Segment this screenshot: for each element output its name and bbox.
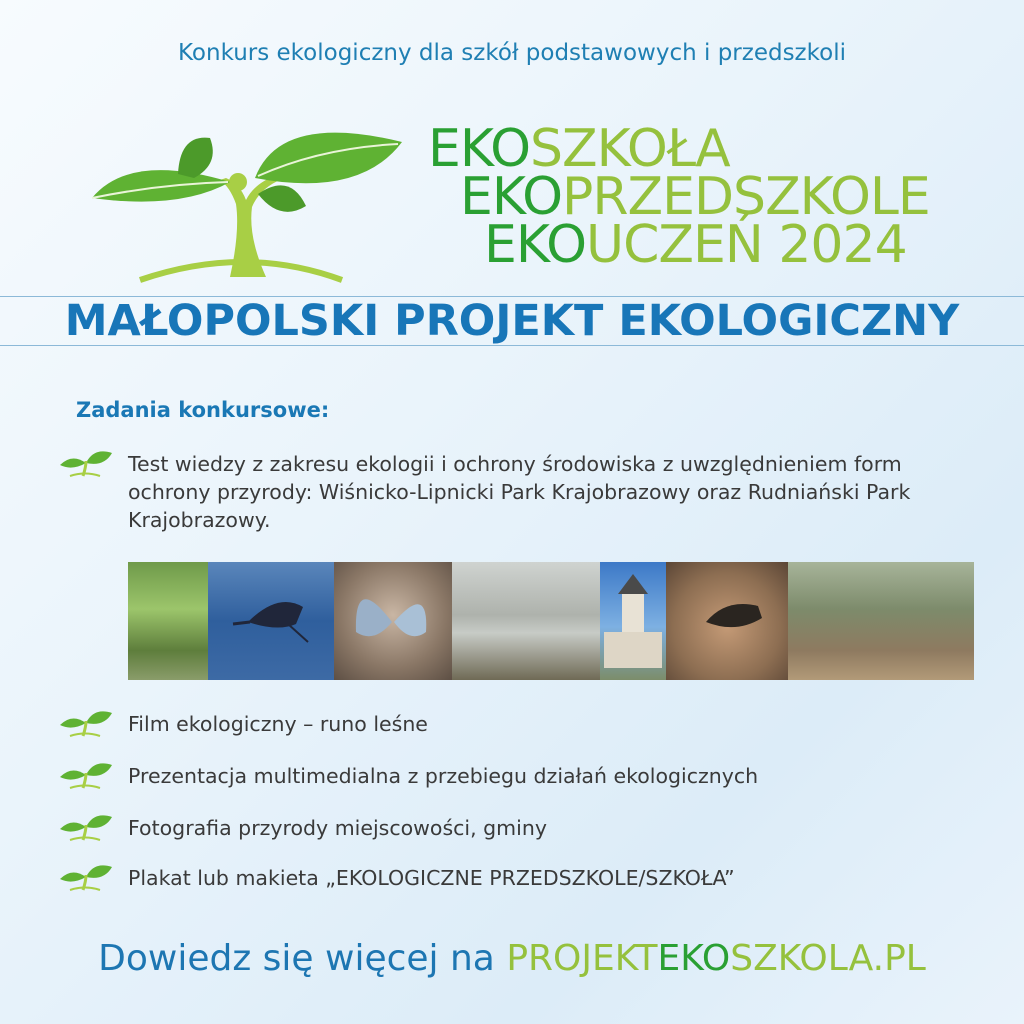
task-text: Film ekologiczny – runo leśne: [128, 712, 428, 736]
sprout-bullet-icon: [56, 759, 114, 789]
task-text: Test wiedzy z zakresu ekologii i ochrony środowiska z uwzględnieniem form ochrony przyrody: Wiśnicko-Lipnicki Park Krajobrazowy oraz Rudniański Park Krajobrazowy.: [128, 452, 911, 532]
photo-forest-stream: [128, 562, 208, 680]
photo-forest-rocks: [788, 562, 974, 680]
brand-rest: SZKOŁA: [530, 119, 730, 179]
task-text: Plakat lub makieta „EKOLOGICZNE PRZEDSZKOLE/SZKOŁA”: [128, 866, 735, 890]
photo-strip: [128, 562, 974, 680]
brand-rest: UCZEŃ 2024: [586, 215, 907, 275]
task-item: [56, 450, 996, 534]
photo-bird: [666, 562, 788, 680]
brand-line-2: [428, 167, 930, 227]
photo-castle: [600, 562, 666, 680]
brand-wordmark: [428, 119, 930, 275]
sprout-bullet-icon: [56, 447, 114, 477]
tasks-title: Zadania konkursowe:: [76, 398, 330, 422]
task-item: [56, 814, 996, 842]
headline: MAŁOPOLSKI PROJEKT EKOLOGICZNY: [64, 296, 960, 346]
subtitle: Konkurs ekologiczny dla szkół podstawowych i przedszkoli: [178, 40, 846, 66]
brand-eko: EKO: [428, 119, 531, 179]
sprout-bullet-icon: [56, 707, 114, 737]
sprout-bullet-icon: [56, 811, 114, 841]
brand-line-3: [428, 215, 930, 275]
footer-link[interactable]: [0, 938, 1024, 979]
brand-line-1: [428, 119, 930, 179]
sprout-logo-icon: [80, 112, 410, 287]
brand-rest: PRZEDSZKOLE: [562, 167, 930, 227]
photo-heron: [208, 562, 334, 680]
sprout-bullet-icon: [56, 861, 114, 891]
task-text: Prezentacja multimedialna z przebiegu działań ekologicznych: [128, 764, 759, 788]
footer-url-part3: SZKOLA.PL: [730, 938, 926, 979]
photo-misty-pond: [452, 562, 600, 680]
task-item: [56, 762, 996, 790]
photo-butterfly: [334, 562, 452, 680]
brand-eko: EKO: [484, 215, 587, 275]
brand-eko: EKO: [460, 167, 563, 227]
footer-prefix: Dowiedz się więcej na: [98, 938, 507, 979]
footer-url-part2: EKO: [657, 938, 731, 979]
footer-url-part1: PROJEKT: [506, 938, 658, 979]
task-text: Fotografia przyrody miejscowości, gminy: [128, 816, 547, 840]
task-item: [56, 710, 996, 738]
task-item: [56, 864, 996, 892]
